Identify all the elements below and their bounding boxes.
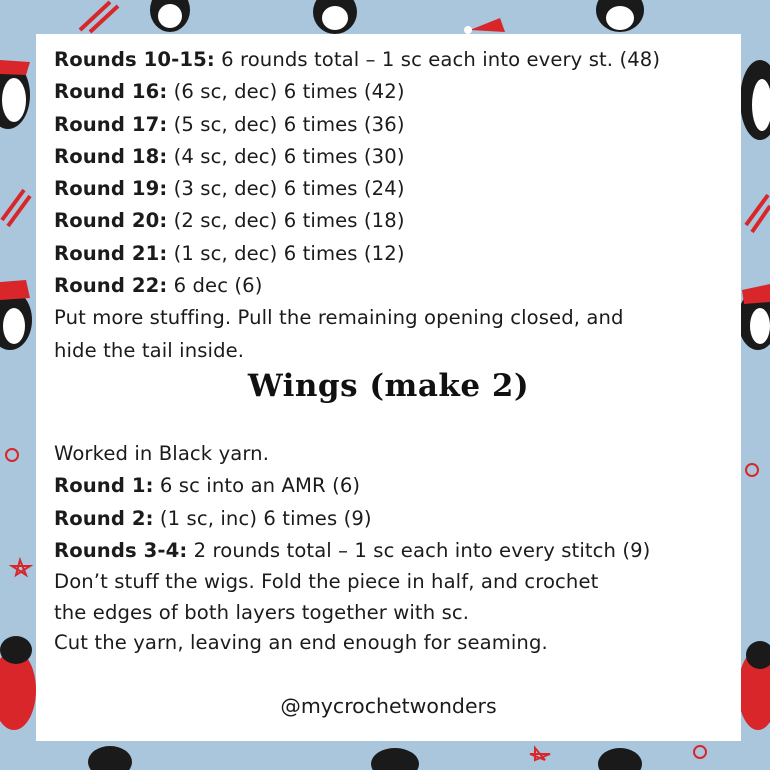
- pattern-card: [36, 34, 741, 741]
- round-label: Round 20:: [54, 209, 168, 233]
- wings-note: Cut the yarn, leaving an end enough for seaming.: [54, 631, 548, 655]
- round-row: [54, 503, 731, 535]
- round-label: Round 19:: [54, 177, 168, 201]
- round-text: (6 sc, dec) 6 times (42): [167, 80, 405, 104]
- round-row: [54, 173, 731, 205]
- round-row: [54, 141, 731, 173]
- round-label: Round 22:: [54, 274, 168, 298]
- round-row: [54, 109, 731, 141]
- round-row: [54, 470, 731, 502]
- round-row: [54, 205, 731, 237]
- round-row: [54, 76, 731, 108]
- round-row: [54, 270, 731, 302]
- round-text: (4 sc, dec) 6 times (30): [167, 144, 405, 168]
- round-label: Round 2:: [54, 506, 154, 530]
- round-text: 6 dec (6): [167, 274, 263, 298]
- round-label: Round 1:: [54, 474, 154, 498]
- round-text: 6 rounds total – 1 sc each into every st. (48): [214, 48, 661, 71]
- finish-instruction: hide the tail inside.: [54, 338, 245, 362]
- round-label: Rounds 10-15:: [54, 48, 215, 71]
- round-row: [54, 535, 731, 567]
- round-text: 6 sc into an AMR (6): [153, 474, 361, 498]
- round-label: Round 18:: [54, 144, 168, 168]
- round-text: 2 rounds total – 1 sc each into every stitch (9): [187, 538, 651, 562]
- round-text: (2 sc, dec) 6 times (18): [167, 209, 405, 233]
- wings-section: [54, 438, 731, 659]
- round-row: [54, 44, 731, 76]
- round-label: Round 21:: [54, 241, 168, 265]
- round-label: Round 17:: [54, 112, 168, 136]
- penguin-icon: [0, 636, 36, 730]
- round-text: (1 sc, inc) 6 times (9): [153, 506, 372, 530]
- wings-note: the edges of both layers together with sc.: [54, 600, 470, 624]
- finish-instruction: Put more stuffing. Pull the remaining opening closed, and: [54, 306, 624, 330]
- round-row: [54, 238, 731, 270]
- round-text: (3 sc, dec) 6 times (24): [167, 177, 405, 201]
- author-handle: @mycrochetwonders: [280, 694, 497, 718]
- round-label: Round 16:: [54, 80, 168, 104]
- round-label: Rounds 3-4:: [54, 538, 188, 562]
- round-text: (1 sc, dec) 6 times (12): [167, 241, 405, 265]
- round-text: (5 sc, dec) 6 times (36): [167, 112, 405, 136]
- wings-note: Don’t stuff the wigs. Fold the piece in half, and crochet: [54, 570, 599, 594]
- wings-intro: Worked in Black yarn.: [54, 442, 270, 465]
- wings-heading: Wings (make 2): [247, 368, 530, 404]
- body-rounds-section: [54, 44, 731, 367]
